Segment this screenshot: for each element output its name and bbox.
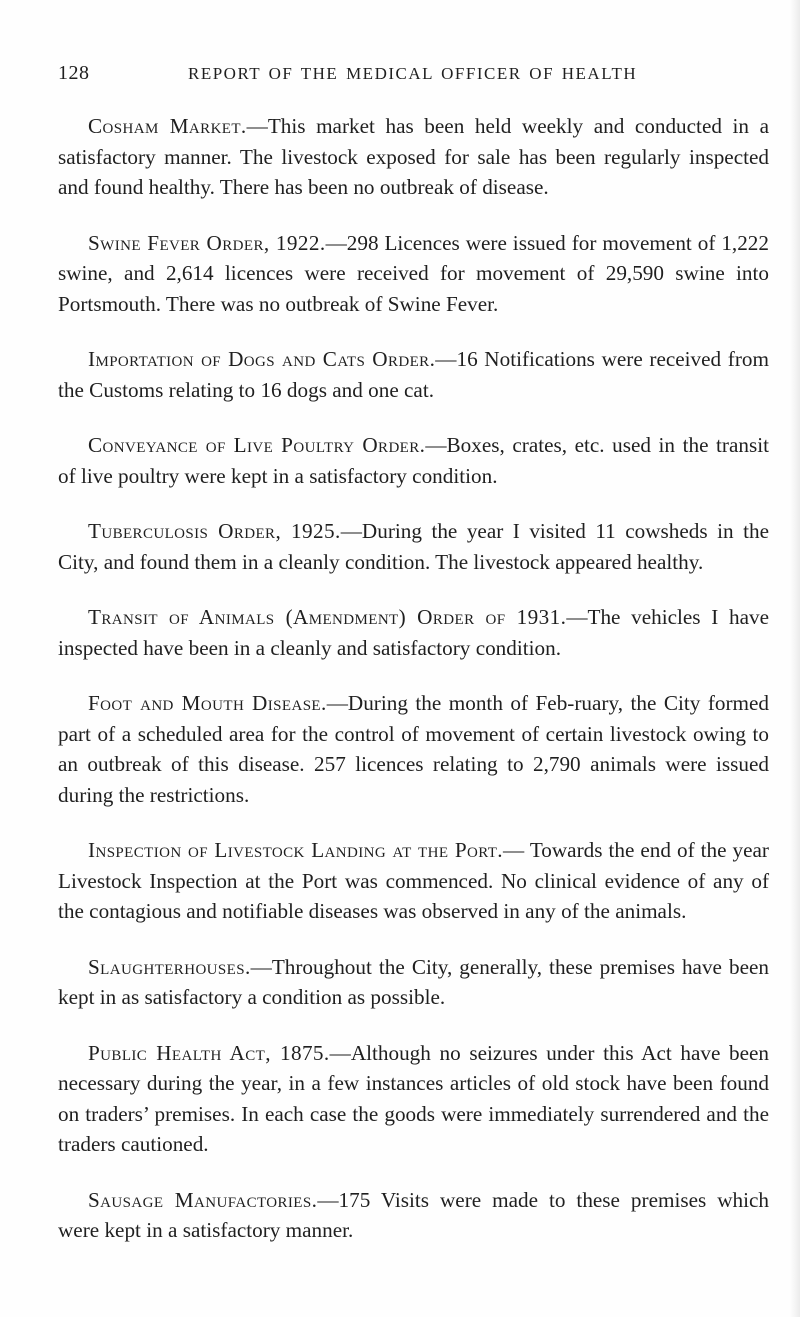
paragraph-text: —16 Notifications were received from the Customs relating to 16 dogs and one cat. — [58, 347, 769, 402]
body-text — [58, 111, 769, 1271]
paragraph-heading: Swine Fever Order, 1922. — [88, 230, 326, 255]
paragraph-heading: Importation of Dogs and Cats Order. — [88, 347, 436, 371]
paragraph-heading: Cosham Market. — [88, 114, 247, 138]
paragraph-heading: Inspection of Livestock Landing at the Port. — [88, 838, 503, 862]
paragraph-text: —During the month of Feb-ruary, the City formed part of a scheduled area for the control of movement of certain livestock owing to an outbreak of this disease. 257 licences relating to 2,790 animals were issued during the restrictions. — [58, 691, 770, 807]
paragraph-dogs-and-cats-order — [58, 344, 769, 405]
paragraph-heading: Transit of Animals (Amendment) Order of 1931. — [88, 605, 567, 629]
paragraph-text: —175 Visits were made to these premises which were kept in a satisfactory manner. — [58, 1187, 769, 1242]
paragraph-live-poultry-order — [58, 430, 769, 491]
paragraph-heading: Foot and Mouth Disease. — [88, 691, 327, 715]
running-head: REPORT OF THE MEDICAL OFFICER OF HEALTH — [188, 64, 638, 83]
paragraph-swine-fever-order — [58, 228, 769, 320]
paragraph-text: —During the year I visited 11 cowsheds in the City, and found them in a cleanly condition. The livestock appeared healthy. — [58, 519, 769, 574]
paragraph-text: — Towards the end of the year Livestock Inspection at the Port was commenced. No clinical evidence of any of the contagious and notifiable diseases was observed in any of the animals. — [58, 838, 769, 923]
paragraph-tuberculosis-order — [58, 516, 769, 577]
paragraph-public-health-act — [58, 1038, 769, 1160]
page-edge-shadow — [790, 0, 800, 1317]
paragraph-text: —298 Licences were issued for movement of 1,222 swine, and 2,614 licences were received for movement of 29,590 swine into Portsmouth. There was no outbreak of Swine Fever. — [58, 230, 769, 316]
paragraph-text: —The vehicles I have inspected have been in a cleanly and satisfactory condition. — [58, 605, 769, 660]
paragraph-heading: Public Health Act, 1875. — [88, 1040, 330, 1065]
paragraph-transit-of-animals-order — [58, 602, 769, 663]
page-number: 128 — [58, 62, 90, 84]
paragraph-cosham-market — [58, 111, 769, 203]
paragraph-heading: Sausage Manufactories. — [88, 1187, 318, 1212]
paragraph-text: —Although no seizures under this Act have been necessary during the year, in a few instances articles of old stock have been found on traders’ premises. In each case the goods were immediately surrendered and the traders cautioned. — [58, 1040, 769, 1156]
paragraph-slaughterhouses — [58, 952, 769, 1013]
paragraph-foot-and-mouth-disease — [58, 688, 769, 810]
paragraph-sausage-manufactories — [58, 1185, 769, 1246]
paragraph-heading: Slaughterhouses. — [88, 954, 251, 979]
paragraph-livestock-inspection-port — [58, 835, 769, 927]
paragraph-text: —This market has been held weekly and conducted in a satisfactory manner. The livestock exposed for sale has been regularly inspected and found healthy. There has been no outbreak of disease. — [58, 114, 769, 199]
page-header — [58, 62, 740, 86]
paragraph-text: —Throughout the City, generally, these premises have been kept in as satisfactory a condition as possible. — [58, 954, 769, 1009]
paragraph-text: —Boxes, crates, etc. used in the transit of live poultry were kept in a satisfactory condition. — [58, 433, 769, 488]
paragraph-heading: Tuberculosis Order, 1925. — [88, 519, 341, 543]
paragraph-heading: Conveyance of Live Poultry Order. — [88, 433, 426, 457]
